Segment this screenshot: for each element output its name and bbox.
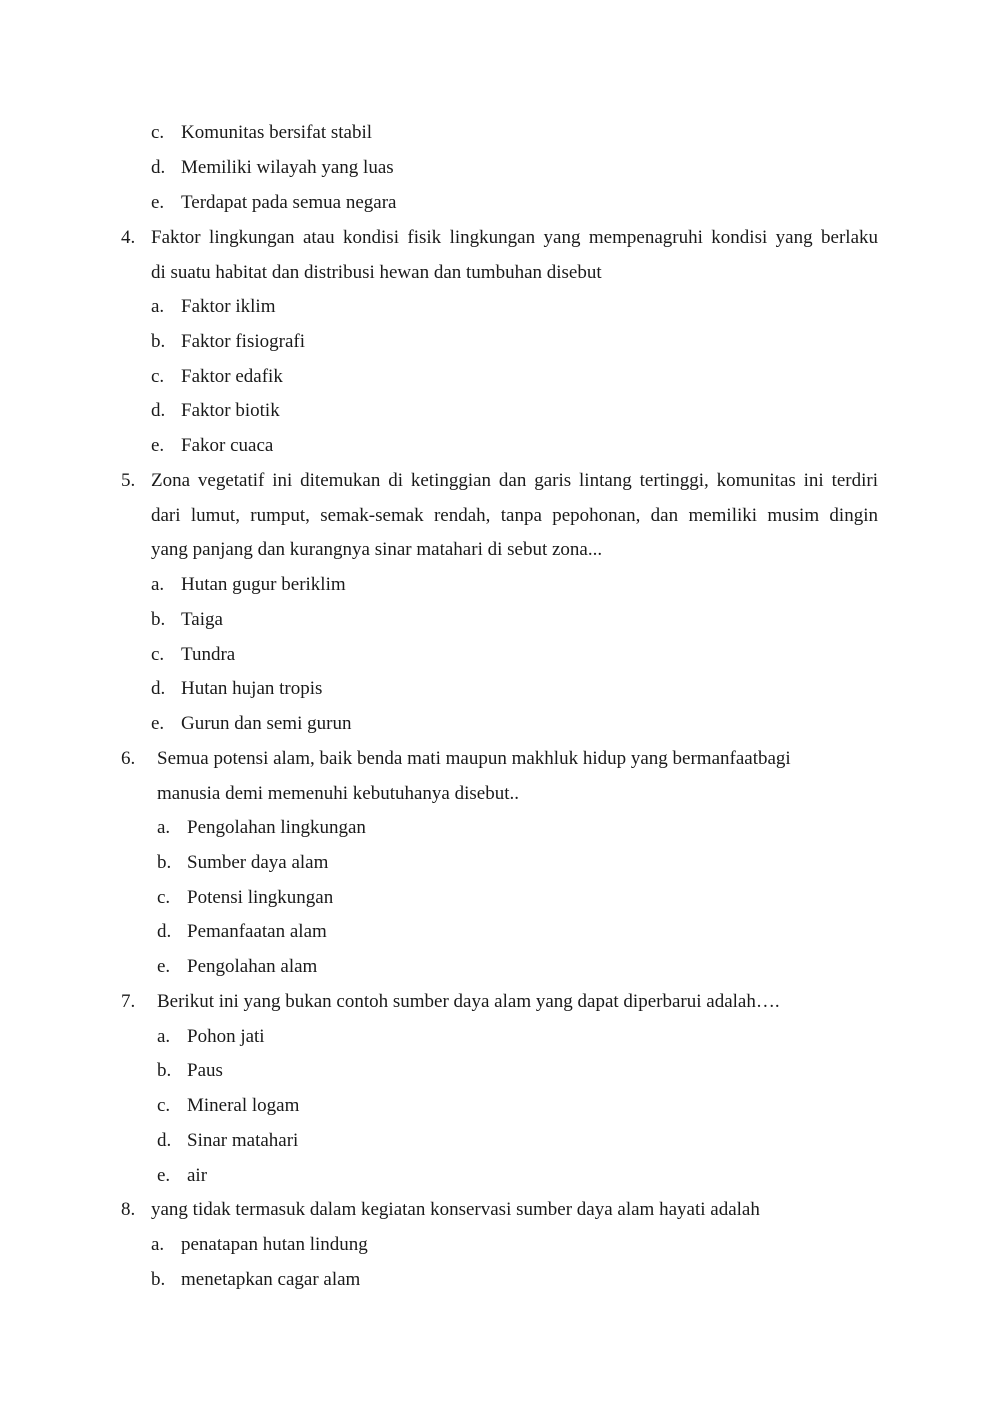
option-text: Komunitas bersifat stabil: [181, 122, 373, 143]
option-letter: d.: [151, 400, 166, 421]
option-letter: a.: [151, 1234, 165, 1255]
q4-stem-line-2: di suatu habitat dan distribusi hewan dan tumbuhan disebut: [151, 262, 602, 283]
option-text: Potensi lingkungan: [187, 887, 334, 908]
option-text: Memiliki wilayah yang luas: [181, 157, 394, 178]
option-text: Gurun dan semi gurun: [181, 713, 352, 734]
option-text: Sumber daya alam: [187, 852, 329, 873]
option-letter: a.: [151, 574, 165, 595]
option-letter: d.: [151, 678, 166, 699]
option-letter: b.: [151, 331, 166, 352]
option-text: Pengolahan alam: [187, 956, 318, 977]
option-letter: c.: [151, 122, 165, 143]
q5-stem-line-2: dari lumut, rumput, semak-semak rendah, tanpa pepohonan, dan memiliki musim dingin: [151, 505, 878, 526]
option-text: Pengolahan lingkungan: [187, 817, 366, 838]
option-letter: e.: [151, 192, 165, 213]
option-letter: d.: [157, 921, 172, 942]
option-letter: b.: [157, 1060, 172, 1081]
option-letter: c.: [151, 644, 165, 665]
option-text: menetapkan cagar alam: [181, 1269, 361, 1290]
option-letter: a.: [157, 1026, 171, 1047]
option-text: Mineral logam: [187, 1095, 300, 1116]
option-letter: a.: [151, 296, 165, 317]
q6-stem-line-1: Semua potensi alam, baik benda mati maupun makhluk hidup yang bermanfaatbagi: [157, 748, 791, 769]
option-letter: b.: [151, 1269, 166, 1290]
option-text: Terdapat pada semua negara: [181, 192, 397, 213]
q6-number: 6.: [121, 748, 136, 769]
option-text: Tundra: [181, 644, 236, 665]
option-text: Pohon jati: [187, 1026, 265, 1047]
q7-stem-line-1: Berikut ini yang bukan contoh sumber daya alam yang dapat diperbarui adalah….: [157, 991, 780, 1012]
option-letter: c.: [157, 1095, 171, 1116]
option-text: penatapan hutan lindung: [181, 1234, 368, 1255]
q4-number: 4.: [121, 227, 136, 248]
option-letter: d.: [151, 157, 166, 178]
option-letter: c.: [151, 366, 165, 387]
q8-stem-line-1: yang tidak termasuk dalam kegiatan konservasi sumber daya alam hayati adalah: [151, 1199, 760, 1220]
option-text: Paus: [187, 1060, 223, 1081]
option-letter: c.: [157, 887, 171, 908]
q5-number: 5.: [121, 470, 136, 491]
option-text: Hutan gugur beriklim: [181, 574, 346, 595]
option-text: Fakor cuaca: [181, 435, 274, 456]
option-text: Pemanfaatan alam: [187, 921, 327, 942]
option-letter: e.: [157, 956, 171, 977]
q4-stem-line-1: Faktor lingkungan atau kondisi fisik lingkungan yang mempenagruhi kondisi yang berlaku: [151, 227, 878, 248]
option-letter: b.: [157, 852, 172, 873]
q5-stem-line-1: Zona vegetatif ini ditemukan di ketinggian dan garis lintang tertinggi, komunitas ini terdiri: [151, 470, 878, 491]
option-text: Faktor iklim: [181, 296, 276, 317]
q6-stem-line-2: manusia demi memenuhi kebutuhanya disebut..: [157, 783, 519, 804]
q5-stem-line-3: yang panjang dan kurangnya sinar matahari di sebut zona...: [151, 539, 603, 560]
option-letter: e.: [151, 713, 165, 734]
option-text: Hutan hujan tropis: [181, 678, 323, 699]
q7-number: 7.: [121, 991, 136, 1012]
q8-number: 8.: [121, 1199, 136, 1220]
option-letter: e.: [151, 435, 165, 456]
option-text: Faktor biotik: [181, 400, 280, 421]
option-text: Faktor edafik: [181, 366, 283, 387]
option-letter: d.: [157, 1130, 172, 1151]
option-letter: e.: [157, 1165, 171, 1186]
option-letter: b.: [151, 609, 166, 630]
option-text: air: [187, 1165, 208, 1186]
option-text: Taiga: [181, 609, 223, 630]
option-letter: a.: [157, 817, 171, 838]
option-text: Faktor fisiografi: [181, 331, 306, 352]
option-text: Sinar matahari: [187, 1130, 299, 1151]
